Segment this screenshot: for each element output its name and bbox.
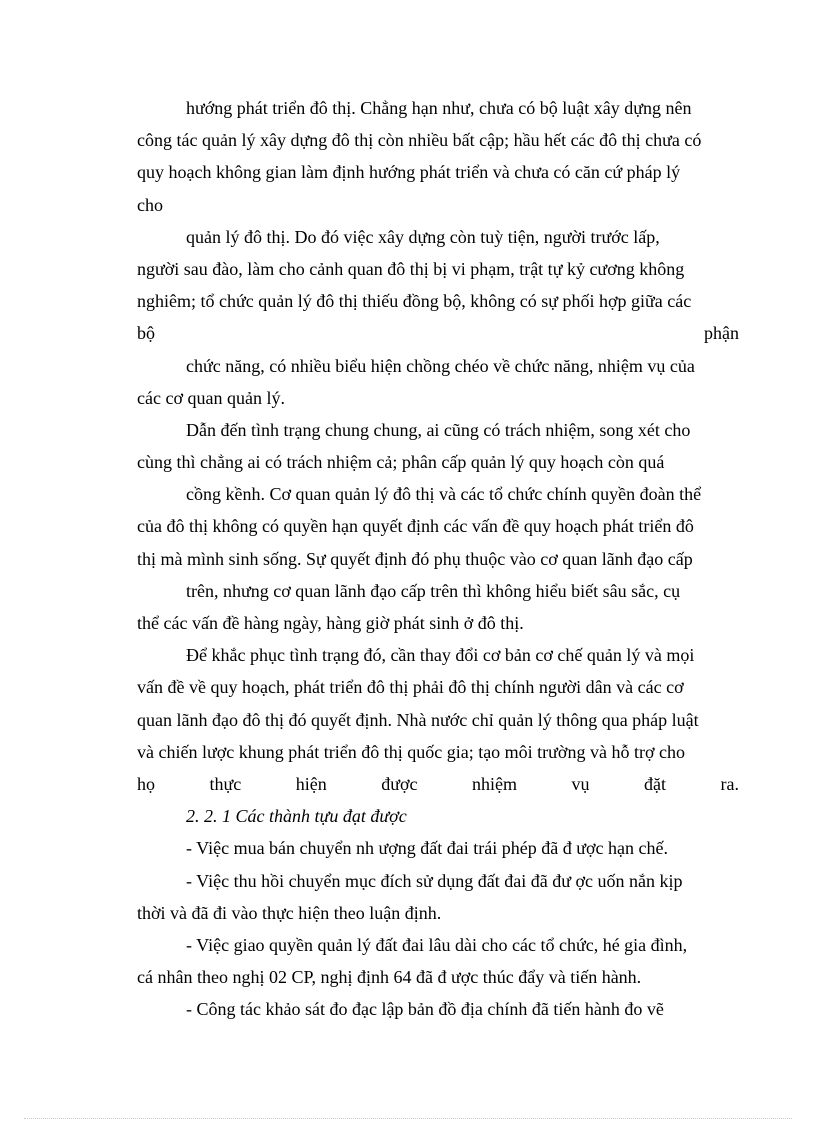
text-line: quản lý đô thị. Do đó việc xây dựng còn tuỳ tiện, người trước lấp, bbox=[186, 226, 660, 247]
text-line-justified bbox=[137, 768, 739, 800]
text-line-justified bbox=[137, 317, 739, 349]
text-line: thời và đã đi vào thực hiện theo luận định. bbox=[137, 902, 442, 923]
text-line: cho bbox=[137, 194, 163, 215]
list-item: - Công tác khảo sát đo đạc lập bản đồ địa chính đã tiến hành đo vẽ bbox=[186, 999, 664, 1020]
text-line: Dẫn đến tình trạng chung chung, ai cũng có trách nhiệm, song xét cho bbox=[186, 419, 691, 440]
text-line: quy hoạch không gian làm định hướng phát triển và chưa có căn cứ pháp lý bbox=[137, 162, 681, 183]
text-line: thể các vấn đề hàng ngày, hàng giờ phát sinh ở đô thị. bbox=[137, 613, 524, 633]
text-line: và chiến lược khung phát triển đô thị quốc gia; tạo môi trường và hỗ trợ cho bbox=[137, 741, 685, 762]
text-line: cùng thì chẳng ai có trách nhiệm cả; phân cấp quản lý quy hoạch còn quá bbox=[137, 452, 665, 473]
text-line: vấn đề về quy hoạch, phát triển đô thị phải đô thị chính người dân và các cơ bbox=[137, 677, 684, 698]
word: bộ bbox=[137, 323, 155, 344]
text-line: hướng phát triển đô thị. Chẳng hạn như, chưa có bộ luật xây dựng nên bbox=[186, 98, 692, 118]
text-line: trên, nhưng cơ quan lãnh đạo cấp trên thì không hiểu biết sâu sắc, cụ bbox=[186, 580, 681, 601]
word: hiện bbox=[295, 773, 327, 794]
word: họ bbox=[137, 773, 155, 794]
text-line: nghiêm; tổ chức quản lý đô thị thiếu đồng bộ, không có sự phối hợp giữa các bbox=[137, 291, 692, 312]
word: thực bbox=[209, 773, 242, 794]
body-text bbox=[137, 92, 739, 1025]
text-line: thị mà mình sinh sống. Sự quyết định đó phụ thuộc vào cơ quan lãnh đạo cấp bbox=[137, 548, 693, 569]
text-line: cá nhân theo nghị 02 CP, nghị định 64 đã đ ược thúc đẩy và tiến hành. bbox=[137, 967, 642, 988]
word: được bbox=[381, 773, 418, 794]
section-heading: 2. 2. 1 Các thành tựu đạt được bbox=[186, 806, 407, 827]
list-item: - Việc thu hồi chuyển mục đích sử dụng đất đai đã đư ợc uốn nắn kịp bbox=[186, 870, 683, 891]
text-line: chức năng, có nhiều biểu hiện chồng chéo về chức năng, nhiệm vụ của bbox=[186, 355, 695, 376]
text-line: của đô thị không có quyền hạn quyết định các vấn đề quy hoạch phát triển đô bbox=[137, 516, 694, 537]
list-item: - Việc mua bán chuyển nh ượng đất đai trái phép đã đ ược hạn chế. bbox=[186, 838, 668, 859]
word: vụ bbox=[571, 773, 590, 794]
text-line: người sau đào, làm cho cảnh quan đô thị bị vi phạm, trật tự kỷ cương không bbox=[137, 258, 685, 279]
text-line: quan lãnh đạo đô thị đó quyết định. Nhà nước chỉ quản lý thông qua pháp luật bbox=[137, 709, 699, 730]
page-bottom-divider bbox=[24, 1118, 792, 1119]
text-line: cồng kềnh. Cơ quan quản lý đô thị và các tổ chức chính quyền đoàn thể bbox=[186, 484, 702, 505]
list-item: - Việc giao quyền quản lý đất đai lâu dài cho các tổ chức, hé gia đình, bbox=[186, 934, 688, 955]
word: đặt bbox=[644, 773, 667, 794]
word: phận bbox=[704, 323, 739, 344]
text-line: các cơ quan quản lý. bbox=[137, 387, 285, 408]
text-line: công tác quản lý xây dựng đô thị còn nhiều bất cập; hầu hết các đô thị chưa có bbox=[137, 130, 702, 151]
word: ra. bbox=[720, 773, 739, 794]
text-line: Để khắc phục tình trạng đó, cần thay đổi cơ bản cơ chế quản lý và mọi bbox=[186, 645, 695, 666]
word: nhiệm bbox=[472, 773, 518, 794]
